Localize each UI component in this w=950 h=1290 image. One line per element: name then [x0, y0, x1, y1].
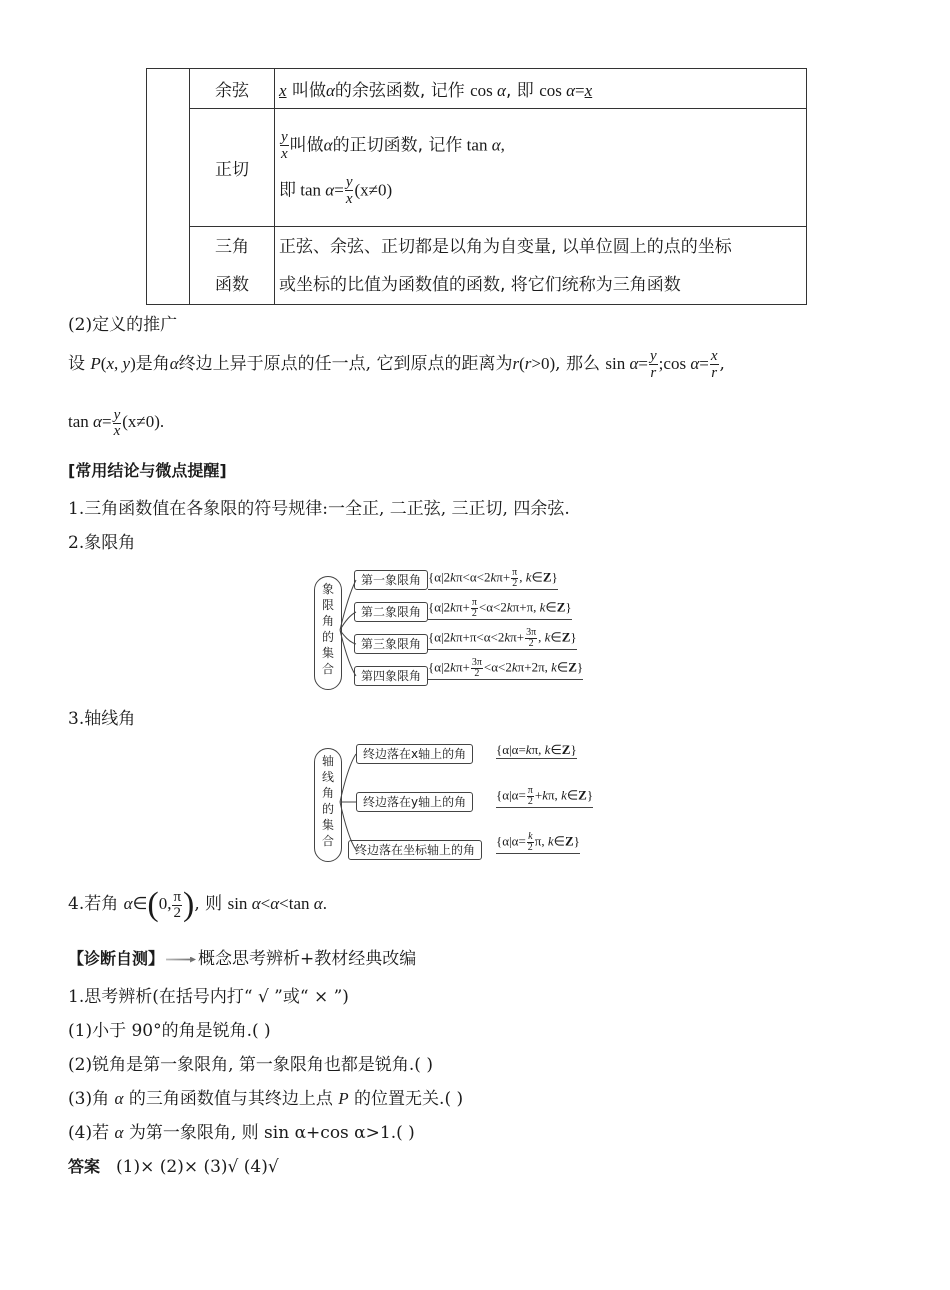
arrow-right-icon — [166, 957, 196, 963]
question-2: (2)锐角是第一象限角, 第一象限角也都是锐角.( ) — [68, 1055, 433, 1075]
generalization-heading: (2)定义的推广 — [68, 315, 178, 335]
generalization-line1: 设 P(x, y)是角α终边上异于原点的任一点, 它到原点的距离为r(r>0), 那么 sin α= $\frac{y}{r}$ ;cos α= $\frac{x}{r}$ , — [68, 348, 725, 381]
trig-function-description: 正弦、余弦、正切都是以角为自变量, 以单位圆上的点的坐标 或坐标的比值为函数值的函数, 将它们统称为三角函数 — [275, 227, 807, 305]
quadrant-root-oval: 象限角的集合 — [314, 576, 342, 690]
self-test-header: 【诊断自测】 概念思考辨析+教材经典改编 — [68, 949, 417, 969]
quadrant-4-set: {α|2kπ+ $\frac{3\pi}{2}$ <α<2kπ+2π, k∈Z} — [428, 657, 584, 679]
axis-y-set: {α|α= $\frac{\pi}{2}$ +kπ, k∈Z} — [496, 785, 594, 807]
tan-label: 正切 — [190, 109, 275, 227]
axis-both-set: {α|α= $\frac{k}{2}$ π, k∈Z} — [496, 831, 580, 853]
tips-item-2: 2.象限角 — [68, 533, 136, 553]
axis-x-label: 终边落在x轴上的角 — [356, 744, 473, 764]
axis-x-set: {α|α=kπ, k∈Z} — [496, 742, 577, 757]
quadrant-3-set: {α|2kπ+π<α<2kπ+ $\frac{3\pi}{2}$ , k∈Z} — [428, 627, 577, 649]
tips-item-1: 1.三角函数值在各象限的符号规律:一全正, 二正弦, 三正切, 四余弦. — [68, 499, 570, 519]
tips-item-4: 4.若角 α∈(0, $\frac{\pi}{2}$ ), 则 sin α<α<tan α. — [68, 886, 327, 924]
cos-definition: x 叫做α的余弦函数, 记作 cos α, 即 cos α=x — [275, 69, 807, 109]
question-3: (3)角 α 的三角函数值与其终边上点 P 的位置无关.( ) — [68, 1089, 464, 1109]
axis-root-oval: 轴线角的集合 — [314, 748, 342, 862]
cos-label: 余弦 — [190, 69, 275, 109]
quadrant-1-set: {α|2kπ<α<2kπ+ $\frac{\pi}{2}$ , k∈Z} — [428, 567, 558, 589]
trig-function-label: 三角 函数 — [190, 227, 275, 305]
quadrant-2-set: {α|2kπ+ $\frac{\pi}{2}$ <α<2kπ+π, k∈Z} — [428, 597, 572, 619]
tips-heading: [常用结论与微点提醒] — [68, 461, 227, 480]
answer-line: 答案 (1)× (2)× (3)√ (4)√ — [68, 1157, 279, 1177]
table-left-spacer — [147, 69, 190, 305]
question-4: (4)若 α 为第一象限角, 则 sin α+cos α>1.( ) — [68, 1123, 415, 1143]
generalization-line2: tan α= $\frac{y}{x}$ (x≠0). — [68, 406, 165, 439]
question-intro: 1.思考辨析(在括号内打“ √ ”或“ × ”) — [68, 987, 349, 1007]
quadrant-4-label: 第四象限角 — [354, 666, 428, 686]
tips-item-3: 3.轴线角 — [68, 709, 136, 729]
definition-table — [146, 68, 807, 305]
axis-y-label: 终边落在y轴上的角 — [356, 792, 473, 812]
quadrant-1-label: 第一象限角 — [354, 570, 428, 590]
tan-definition: $\frac{y}{x}$ 叫做α的正切函数, 记作 tan α, 即 tan α= $\frac{y}{x}$ (x≠0) — [275, 109, 807, 227]
quadrant-2-label: 第二象限角 — [354, 602, 428, 622]
axis-both-label: 终边落在坐标轴上的角 — [348, 840, 482, 860]
quadrant-3-label: 第三象限角 — [354, 634, 428, 654]
question-1: (1)小于 90°的角是锐角.( ) — [68, 1021, 271, 1041]
